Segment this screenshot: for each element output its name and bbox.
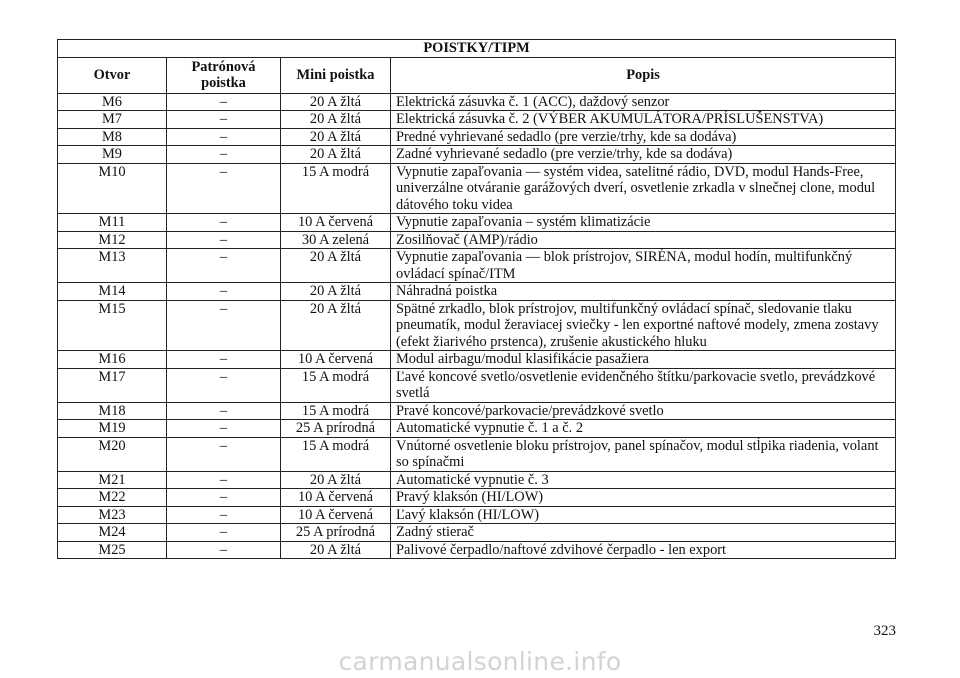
- cell-cavity: M7: [58, 111, 167, 129]
- cell-mini-fuse: 20 A žltá: [281, 471, 391, 489]
- cell-cavity: M12: [58, 231, 167, 249]
- cell-description: Ľavý klaksón (HI/LOW): [391, 506, 896, 524]
- cell-description: Zadné vyhrievané sedadlo (pre verzie/trhy, kde sa dodáva): [391, 146, 896, 164]
- table-row: [58, 283, 896, 301]
- table-row: [58, 402, 896, 420]
- table-row: [58, 489, 896, 507]
- cell-cartridge-fuse: –: [167, 231, 281, 249]
- table-row: [58, 214, 896, 232]
- header-cavity: Otvor: [58, 57, 167, 93]
- table-row: [58, 163, 896, 214]
- cell-cartridge-fuse: –: [167, 368, 281, 402]
- cell-cartridge-fuse: –: [167, 471, 281, 489]
- cell-cavity: M11: [58, 214, 167, 232]
- cell-mini-fuse: 20 A žltá: [281, 146, 391, 164]
- cell-mini-fuse: 15 A modrá: [281, 163, 391, 214]
- cell-mini-fuse: 10 A červená: [281, 506, 391, 524]
- cell-cavity: M10: [58, 163, 167, 214]
- cell-cavity: M14: [58, 283, 167, 301]
- cell-mini-fuse: 20 A žltá: [281, 300, 391, 351]
- cell-cartridge-fuse: –: [167, 128, 281, 146]
- cell-cavity: M18: [58, 402, 167, 420]
- cell-cavity: M17: [58, 368, 167, 402]
- cell-mini-fuse: 15 A modrá: [281, 437, 391, 471]
- table-row: [58, 128, 896, 146]
- cell-cavity: M22: [58, 489, 167, 507]
- header-mini-fuse: Mini poistka: [281, 57, 391, 93]
- table-row: [58, 506, 896, 524]
- watermark: carmanualsonline.info: [338, 647, 622, 676]
- cell-mini-fuse: 20 A žltá: [281, 111, 391, 129]
- cell-cartridge-fuse: –: [167, 214, 281, 232]
- cell-cartridge-fuse: –: [167, 146, 281, 164]
- cell-description: Elektrická zásuvka č. 1 (ACC), daždový senzor: [391, 93, 896, 111]
- fuse-table: [57, 39, 896, 559]
- cell-cavity: M24: [58, 524, 167, 542]
- cell-cavity: M21: [58, 471, 167, 489]
- cell-description: Vypnutie zapaľovania — systém videa, satelitné rádio, DVD, modul Hands-Free, univerzálne otváranie garážových dverí, osvetlenie zrkadla v slnečnej clone, modul dátového toku videa: [391, 163, 896, 214]
- cell-cartridge-fuse: –: [167, 283, 281, 301]
- table-row: [58, 249, 896, 283]
- cell-mini-fuse: 20 A žltá: [281, 541, 391, 559]
- cell-description: Spätné zrkadlo, blok prístrojov, multifunkčný ovládací spínač, sledovanie tlaku pneumatík, modul žeraviacej sviečky - len exportné naftové modely, zmena zostavy (efekt žiarivého prstenca), zrušenie akustického hluku: [391, 300, 896, 351]
- cell-cavity: M9: [58, 146, 167, 164]
- cell-cavity: M23: [58, 506, 167, 524]
- table-row: [58, 111, 896, 129]
- cell-mini-fuse: 10 A červená: [281, 351, 391, 369]
- table-row: [58, 524, 896, 542]
- cell-cavity: M15: [58, 300, 167, 351]
- cell-cavity: M19: [58, 420, 167, 438]
- cell-cavity: M25: [58, 541, 167, 559]
- cell-description: Automatické vypnutie č. 3: [391, 471, 896, 489]
- table-row: [58, 231, 896, 249]
- cell-cartridge-fuse: –: [167, 420, 281, 438]
- cell-description: Vnútorné osvetlenie bloku prístrojov, panel spínačov, modul stĺpika riadenia, volant so spínačmi: [391, 437, 896, 471]
- cell-description: Zadný stierač: [391, 524, 896, 542]
- cell-mini-fuse: 15 A modrá: [281, 368, 391, 402]
- cell-description: Vypnutie zapaľovania — blok prístrojov, SIRÉNA, modul hodín, multifunkčný ovládací spínač/ITM: [391, 249, 896, 283]
- cell-cavity: M20: [58, 437, 167, 471]
- cell-cartridge-fuse: –: [167, 402, 281, 420]
- cell-description: Ľavé koncové svetlo/osvetlenie evidenčného štítku/parkovacie svetlo, prevádzkové svetlá: [391, 368, 896, 402]
- cell-description: Pravý klaksón (HI/LOW): [391, 489, 896, 507]
- cell-cavity: M16: [58, 351, 167, 369]
- cell-mini-fuse: 20 A žltá: [281, 249, 391, 283]
- cell-cartridge-fuse: –: [167, 524, 281, 542]
- cell-description: Predné vyhrievané sedadlo (pre verzie/trhy, kde sa dodáva): [391, 128, 896, 146]
- cell-mini-fuse: 10 A červená: [281, 489, 391, 507]
- cell-description: Palivové čerpadlo/naftové zdvihové čerpadlo - len export: [391, 541, 896, 559]
- header-description: Popis: [391, 57, 896, 93]
- cell-cartridge-fuse: –: [167, 163, 281, 214]
- cell-mini-fuse: 20 A žltá: [281, 128, 391, 146]
- cell-cartridge-fuse: –: [167, 489, 281, 507]
- cell-description: Automatické vypnutie č. 1 a č. 2: [391, 420, 896, 438]
- table-row: [58, 368, 896, 402]
- cell-cavity: M8: [58, 128, 167, 146]
- table-row: [58, 541, 896, 559]
- table-row: [58, 351, 896, 369]
- cell-cartridge-fuse: –: [167, 541, 281, 559]
- cell-mini-fuse: 20 A žltá: [281, 283, 391, 301]
- table-row: [58, 420, 896, 438]
- table-row: [58, 437, 896, 471]
- table-row: [58, 146, 896, 164]
- cell-mini-fuse: 25 A prírodná: [281, 524, 391, 542]
- cell-description: Elektrická zásuvka č. 2 (VÝBER AKUMULÁTORA/PRÍSLUŠENSTVA): [391, 111, 896, 129]
- cell-description: Náhradná poistka: [391, 283, 896, 301]
- cell-description: Modul airbagu/modul klasifikácie pasažiera: [391, 351, 896, 369]
- table-body: [58, 93, 896, 559]
- cell-cartridge-fuse: –: [167, 93, 281, 111]
- cell-mini-fuse: 10 A červená: [281, 214, 391, 232]
- cell-cartridge-fuse: –: [167, 249, 281, 283]
- cell-cavity: M13: [58, 249, 167, 283]
- cell-cartridge-fuse: –: [167, 111, 281, 129]
- cell-cavity: M6: [58, 93, 167, 111]
- cell-cartridge-fuse: –: [167, 437, 281, 471]
- cell-mini-fuse: 20 A žltá: [281, 93, 391, 111]
- table-title: POISTKY/TIPM: [58, 40, 896, 58]
- header-cartridge-fuse: Patrónová poistka: [167, 57, 281, 93]
- cell-description: Zosilňovač (AMP)/rádio: [391, 231, 896, 249]
- cell-mini-fuse: 15 A modrá: [281, 402, 391, 420]
- page-number: 323: [873, 623, 896, 639]
- cell-cartridge-fuse: –: [167, 506, 281, 524]
- cell-cartridge-fuse: –: [167, 300, 281, 351]
- table-row: [58, 300, 896, 351]
- cell-cartridge-fuse: –: [167, 351, 281, 369]
- cell-description: Vypnutie zapaľovania – systém klimatizácie: [391, 214, 896, 232]
- cell-mini-fuse: 25 A prírodná: [281, 420, 391, 438]
- table-row: [58, 93, 896, 111]
- cell-description: Pravé koncové/parkovacie/prevádzkové svetlo: [391, 402, 896, 420]
- cell-mini-fuse: 30 A zelená: [281, 231, 391, 249]
- table-row: [58, 471, 896, 489]
